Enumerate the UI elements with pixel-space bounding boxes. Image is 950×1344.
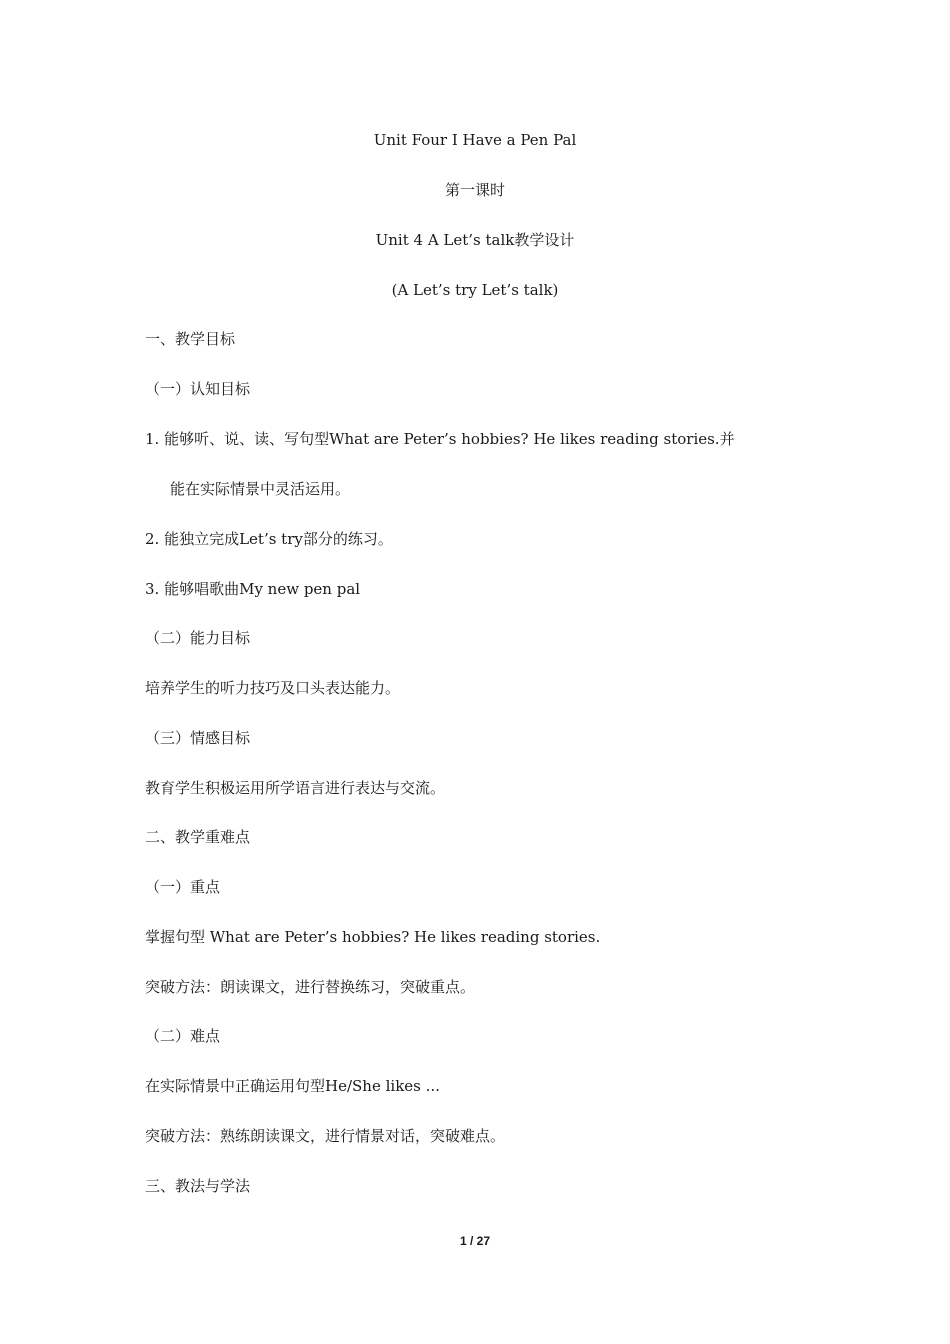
paragraph-ability: 培养学生的听力技巧及口头表达能力。 — [145, 679, 401, 697]
list-item-1-continued: 能在实际情景中灵活运用。 — [170, 480, 351, 498]
paragraph-focus-method: 突破方法：朗读课文，进行替换练习，突破重点。 — [145, 978, 476, 996]
section-heading-key-points: 二、教学重难点 — [145, 828, 251, 846]
subsection-heading-focus: （一）重点 — [145, 878, 221, 896]
document-parts: (A Let’s try Let’s talk) — [391, 281, 559, 299]
document-title: Unit Four I Have a Pen Pal — [373, 131, 577, 149]
paragraph-difficulty-pattern: 在实际情景中正确运用句型He/She likes ... — [145, 1077, 440, 1095]
subsection-heading-emotion: （三）情感目标 — [145, 729, 251, 747]
subsection-heading-difficulty: （二）难点 — [145, 1027, 221, 1045]
list-item-2: 2. 能独立完成Let’s try部分的练习。 — [145, 530, 393, 548]
page-number: 1 / 27 — [459, 1234, 491, 1248]
paragraph-emotion: 教育学生积极运用所学语言进行表达与交流。 — [145, 779, 446, 797]
list-item-3: 3. 能够唱歌曲My new pen pal — [145, 580, 361, 598]
paragraph-difficulty-method: 突破方法：熟练朗读课文，进行情景对话，突破难点。 — [145, 1127, 506, 1145]
list-item-1: 1. 能够听、说、读、写句型What are Peter’s hobbies? He likes reading stories.并 — [145, 430, 735, 448]
paragraph-focus-pattern: 掌握句型 What are Peter’s hobbies? He likes reading stories. — [145, 928, 601, 946]
section-heading-objectives: 一、教学目标 — [145, 330, 236, 348]
section-heading-methods: 三、教法与学法 — [145, 1177, 251, 1195]
subsection-heading-ability: （二）能力目标 — [145, 629, 251, 647]
subsection-heading-cognitive: （一）认知目标 — [145, 380, 251, 398]
document-subtitle: Unit 4 A Let’s talk教学设计 — [375, 231, 575, 249]
lesson-label: 第一课时 — [444, 181, 505, 199]
